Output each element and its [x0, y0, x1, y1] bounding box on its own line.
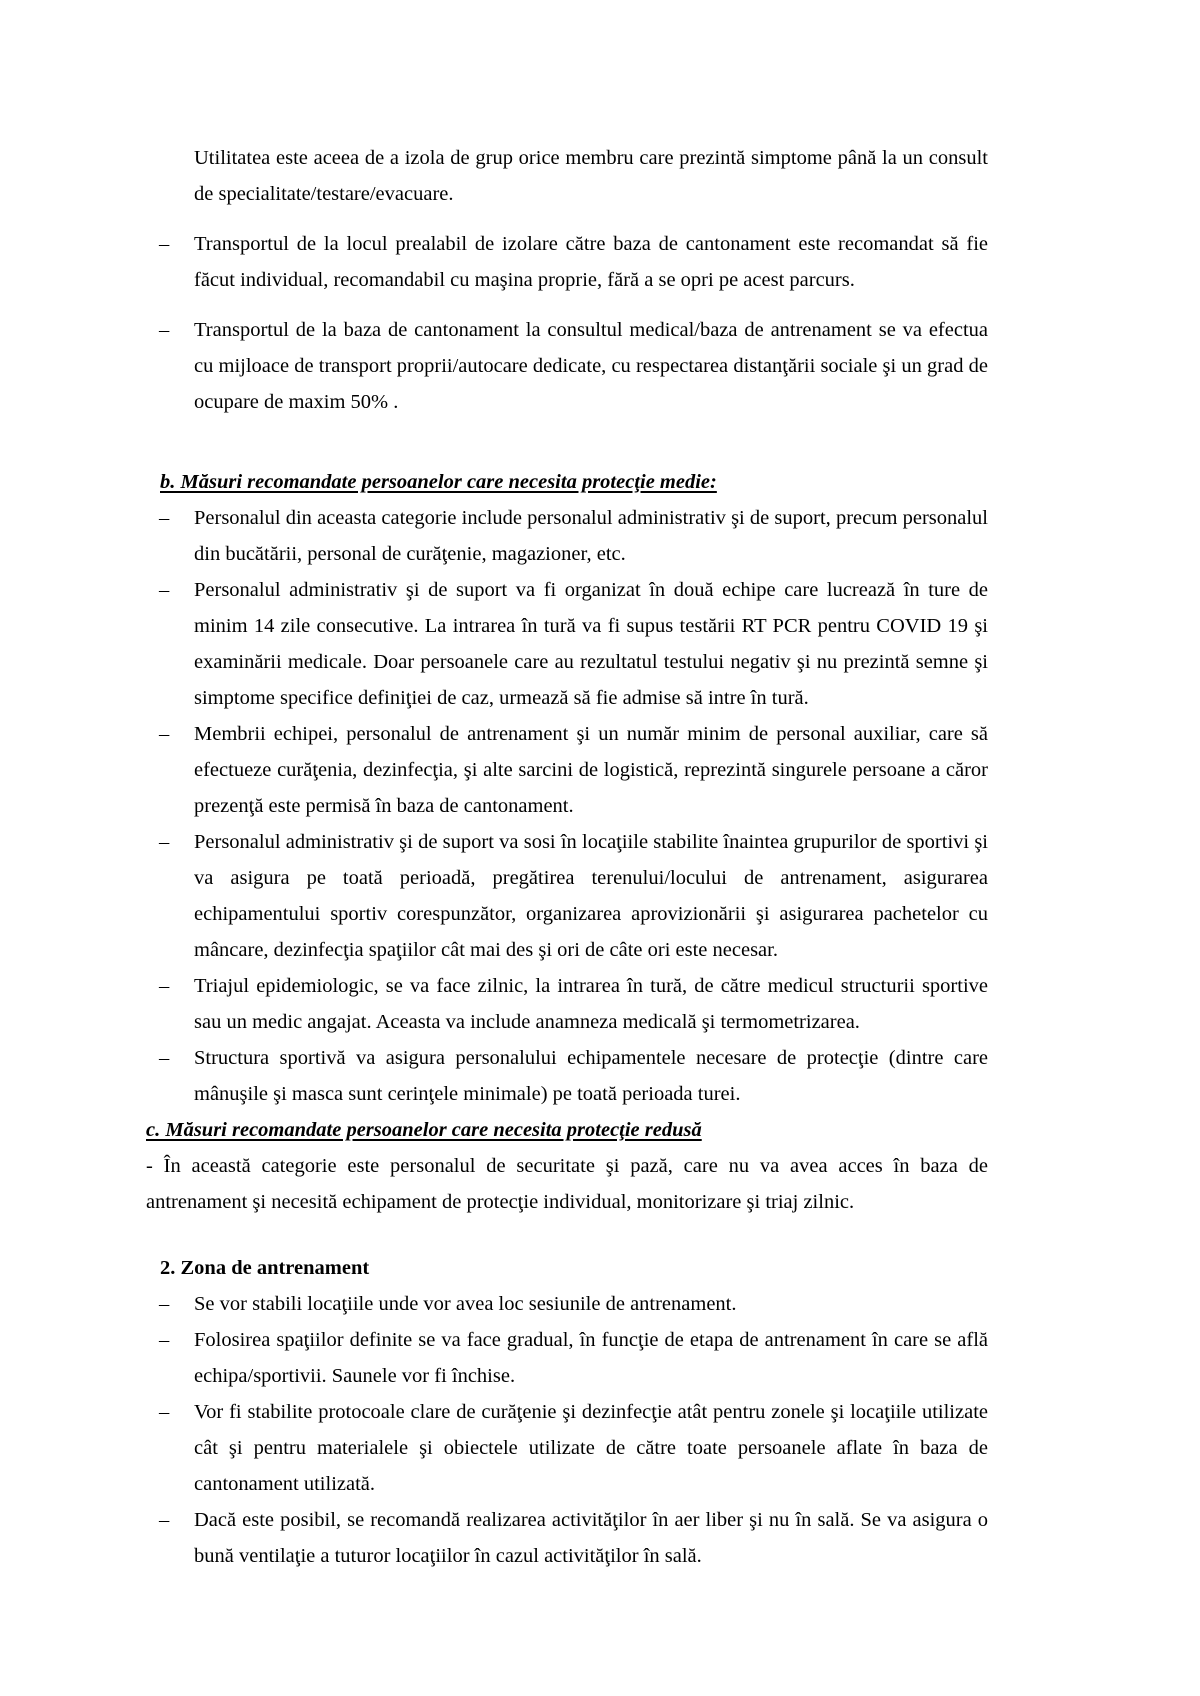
bullet-dash-icon: –: [159, 319, 170, 341]
list-item-text: Vor fi stabilite protocoale clare de curăţenie şi dezinfecţie atât pentru zonele şi locaţiile utilizate cât şi pentru materialele şi obiectele utilizate de către toate persoanele aflate în baza de cantonament utilizată.: [194, 1401, 988, 1495]
bullet-dash-icon: –: [159, 1329, 170, 1351]
list-item: [146, 1040, 988, 1112]
bullet-dash-icon: –: [159, 507, 170, 529]
spacer: [146, 420, 988, 464]
list-item-text: Structura sportivă va asigura personalului echipamentele necesare de protecţie (dintre care mânuşile şi masca sunt cerinţele minimale) pe toată perioada turei.: [194, 1047, 988, 1105]
list-item: [146, 1394, 988, 1502]
bullet-dash-icon: –: [159, 1509, 170, 1531]
spacer: [146, 298, 988, 312]
intro-paragraph: Utilitatea este aceea de a izola de grup orice membru care prezintă simptome până la un consult de specialitate/testare/evacuare.: [194, 147, 988, 205]
list-item: [146, 572, 988, 716]
list-item-text: Triajul epidemiologic, se va face zilnic, la intrarea în tură, de către medicul structurii sportive sau un medic angajat. Aceasta va include anamneza medicală şi termometrizarea.: [194, 975, 988, 1033]
section-heading-2: 2. Zona de antrenament: [160, 1257, 370, 1279]
list-item-text: Transportul de la baza de cantonament la consultul medical/baza de antrenament se va efectua cu mijloace de transport proprii/autocare dedicate, cu respectarea distanţării sociale şi un grad de ocupare de maxim 50% .: [194, 319, 988, 413]
list-item-text: Folosirea spaţiilor definite se va face gradual, în funcţie de etapa de antrenament în care se află echipa/sportivii. Saunele vor fi închise.: [194, 1329, 988, 1387]
section-c-paragraph: - În această categorie este personalul de securitate şi pază, care nu va avea acces în baza de antrenament şi necesită echipament de protecţie individual, monitorizare şi triaj zilnic.: [146, 1155, 988, 1213]
list-item: [146, 968, 988, 1040]
bullet-dash-icon: –: [159, 1047, 170, 1069]
section-heading-c: c. Măsuri recomandate persoanelor care necesita protecţie redusă: [146, 1119, 702, 1141]
list-item-text: Personalul administrativ şi de suport va fi organizat în două echipe care lucrează în ture de minim 14 zile consecutive. La intrarea în tură va fi supus testării RT PCR pentru COVID 19 şi examinării medicale. Doar persoanele care au rezultatul testului negativ şi nu prezintă semne şi simptome specifice definiţiei de caz, urmează să fie admise să intre în tură.: [194, 579, 988, 709]
page-content: [146, 140, 988, 1574]
list-item: [146, 716, 988, 824]
list-item: [146, 500, 988, 572]
spacer: [146, 212, 988, 226]
list-item: [146, 1322, 988, 1394]
list-item-text: Se vor stabili locaţiile unde vor avea loc sesiunile de antrenament.: [194, 1293, 737, 1315]
list-item-text: Personalul administrativ şi de suport va sosi în locaţiile stabilite înaintea grupurilor de sportivi şi va asigura pe toată perioadă, pregătirea terenului/locului de antrenament, asigurarea echipamentului sportiv corespunzător, organizarea aprovizionării şi asigurarea pachetelor cu mâncare, dezinfecţia spaţiilor cât mai des şi ori de câte ori este necesar.: [194, 831, 988, 961]
bullet-dash-icon: –: [159, 233, 170, 255]
section-heading-b: b. Măsuri recomandate persoanelor care necesita protecţie medie:: [160, 471, 717, 493]
list-item: [146, 1502, 988, 1574]
bullet-dash-icon: –: [159, 579, 170, 601]
list-item: [146, 824, 988, 968]
bullet-dash-icon: –: [159, 975, 170, 997]
list-item-text: Personalul din aceasta categorie include personalul administrativ şi de suport, precum personalul din bucătării, personal de curăţenie, magazioner, etc.: [194, 507, 988, 565]
list-item: [146, 226, 988, 298]
spacer: [146, 1220, 988, 1250]
bullet-dash-icon: –: [159, 831, 170, 853]
list-item-text: Dacă este posibil, se recomandă realizarea activităţilor în aer liber şi nu în sală. Se va asigura o bună ventilaţie a tuturor locaţiilor în cazul activităţilor în sală.: [194, 1509, 988, 1567]
list-item: [146, 312, 988, 420]
bullet-dash-icon: –: [159, 1401, 170, 1423]
list-item: [146, 1286, 988, 1322]
bullet-dash-icon: –: [159, 1293, 170, 1315]
bullet-dash-icon: –: [159, 723, 170, 745]
list-item-text: Transportul de la locul prealabil de izolare către baza de cantonament este recomandat să fie făcut individual, recomandabil cu maşina proprie, fără a se opri pe acest parcurs.: [194, 233, 988, 291]
list-item-text: Membrii echipei, personalul de antrenament şi un număr minim de personal auxiliar, care să efectueze curăţenia, dezinfecţia, şi alte sarcini de logistică, reprezintă singurele persoane a căror prezenţă este permisă în baza de cantonament.: [194, 723, 988, 817]
